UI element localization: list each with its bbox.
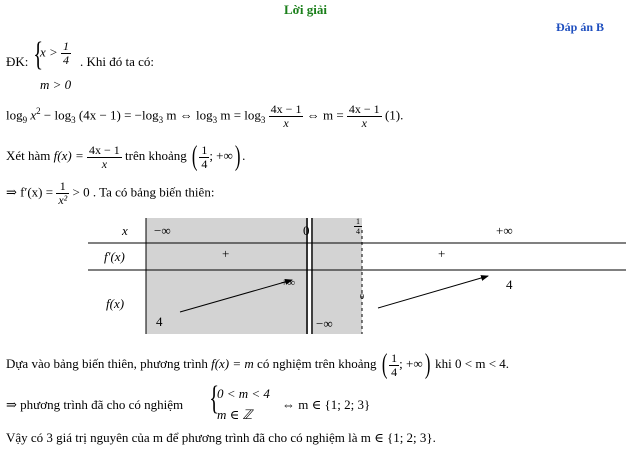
x-zero: 0: [303, 223, 310, 238]
conclusion-line-2-tail: ⇔ m ∈ {1; 2; 3}: [282, 397, 371, 412]
conclusion-cond-1: 0 < m < 4: [217, 386, 270, 401]
increasing-arrow-right: [378, 276, 488, 308]
row-label-f: f(x): [106, 296, 125, 311]
function-definition: Xét hàm f(x) = $\frac{4x - 1}{x}$ trên khoảng ( $\frac{1}{4}$ ; +∞) .: [6, 141, 246, 172]
condition-brace: {: [33, 36, 44, 73]
x-one-quarter: $\frac{1}{4}$: [356, 217, 360, 236]
answer-label: Đáp án B: [556, 20, 605, 34]
final-statement: Vậy có 3 giá trị nguyên của m để phương trình đã cho có nghiệm là m ∈ {1; 2; 3}.: [6, 430, 436, 445]
f-left-top: +∞: [281, 277, 296, 289]
f-right-bottom: −∞: [316, 316, 333, 331]
condition-x: x > $\frac{1}{4}$: [40, 39, 70, 67]
x-pos-infinity: +∞: [496, 223, 513, 238]
row-label-x: x: [122, 223, 128, 238]
conclusion-line-2-prefix: ⇒ phương trình đã cho có nghiệm: [6, 397, 184, 412]
x-neg-infinity: −∞: [154, 223, 171, 238]
condition-label: ĐK:: [6, 54, 29, 69]
conclusion-line-1: Dựa vào bảng biến thiên, phương trình f(x) = m có nghiệm trên khoảng ( $\frac{1}{4}$ ; +∞) khi 0 < m < 4.: [6, 349, 510, 380]
condition-m: m > 0: [40, 77, 72, 92]
f-right-top: 4: [506, 277, 513, 292]
solution-title: Lời giải: [284, 2, 327, 17]
conclusion-brace: {: [209, 380, 220, 417]
condition-tail: . Khi đó ta có:: [80, 54, 155, 69]
fprime-sign-right: +: [438, 246, 446, 261]
conclusion-cond-2: m ∈ ℤ: [217, 407, 253, 422]
derivative-line: ⇒ f′(x) = $\frac{1}{\text{x²}}$ > 0 . Ta có bảng biến thiên:: [6, 179, 215, 207]
f-right-zero: 0: [360, 292, 364, 301]
log-equation: $\log_9 x^2 - \log_3 (4x - 1) = -\log_3$ m ⇔ $\log_3 m = \log_3$ $\frac{4x - 1}{x}$ ⇔ m = $\frac{4x - 1}{x}$ (1).: [6, 102, 404, 130]
fprime-sign-left: +: [222, 246, 230, 261]
row-label-fprime: f′(x): [104, 249, 125, 264]
f-left-bottom: 4: [156, 314, 163, 329]
